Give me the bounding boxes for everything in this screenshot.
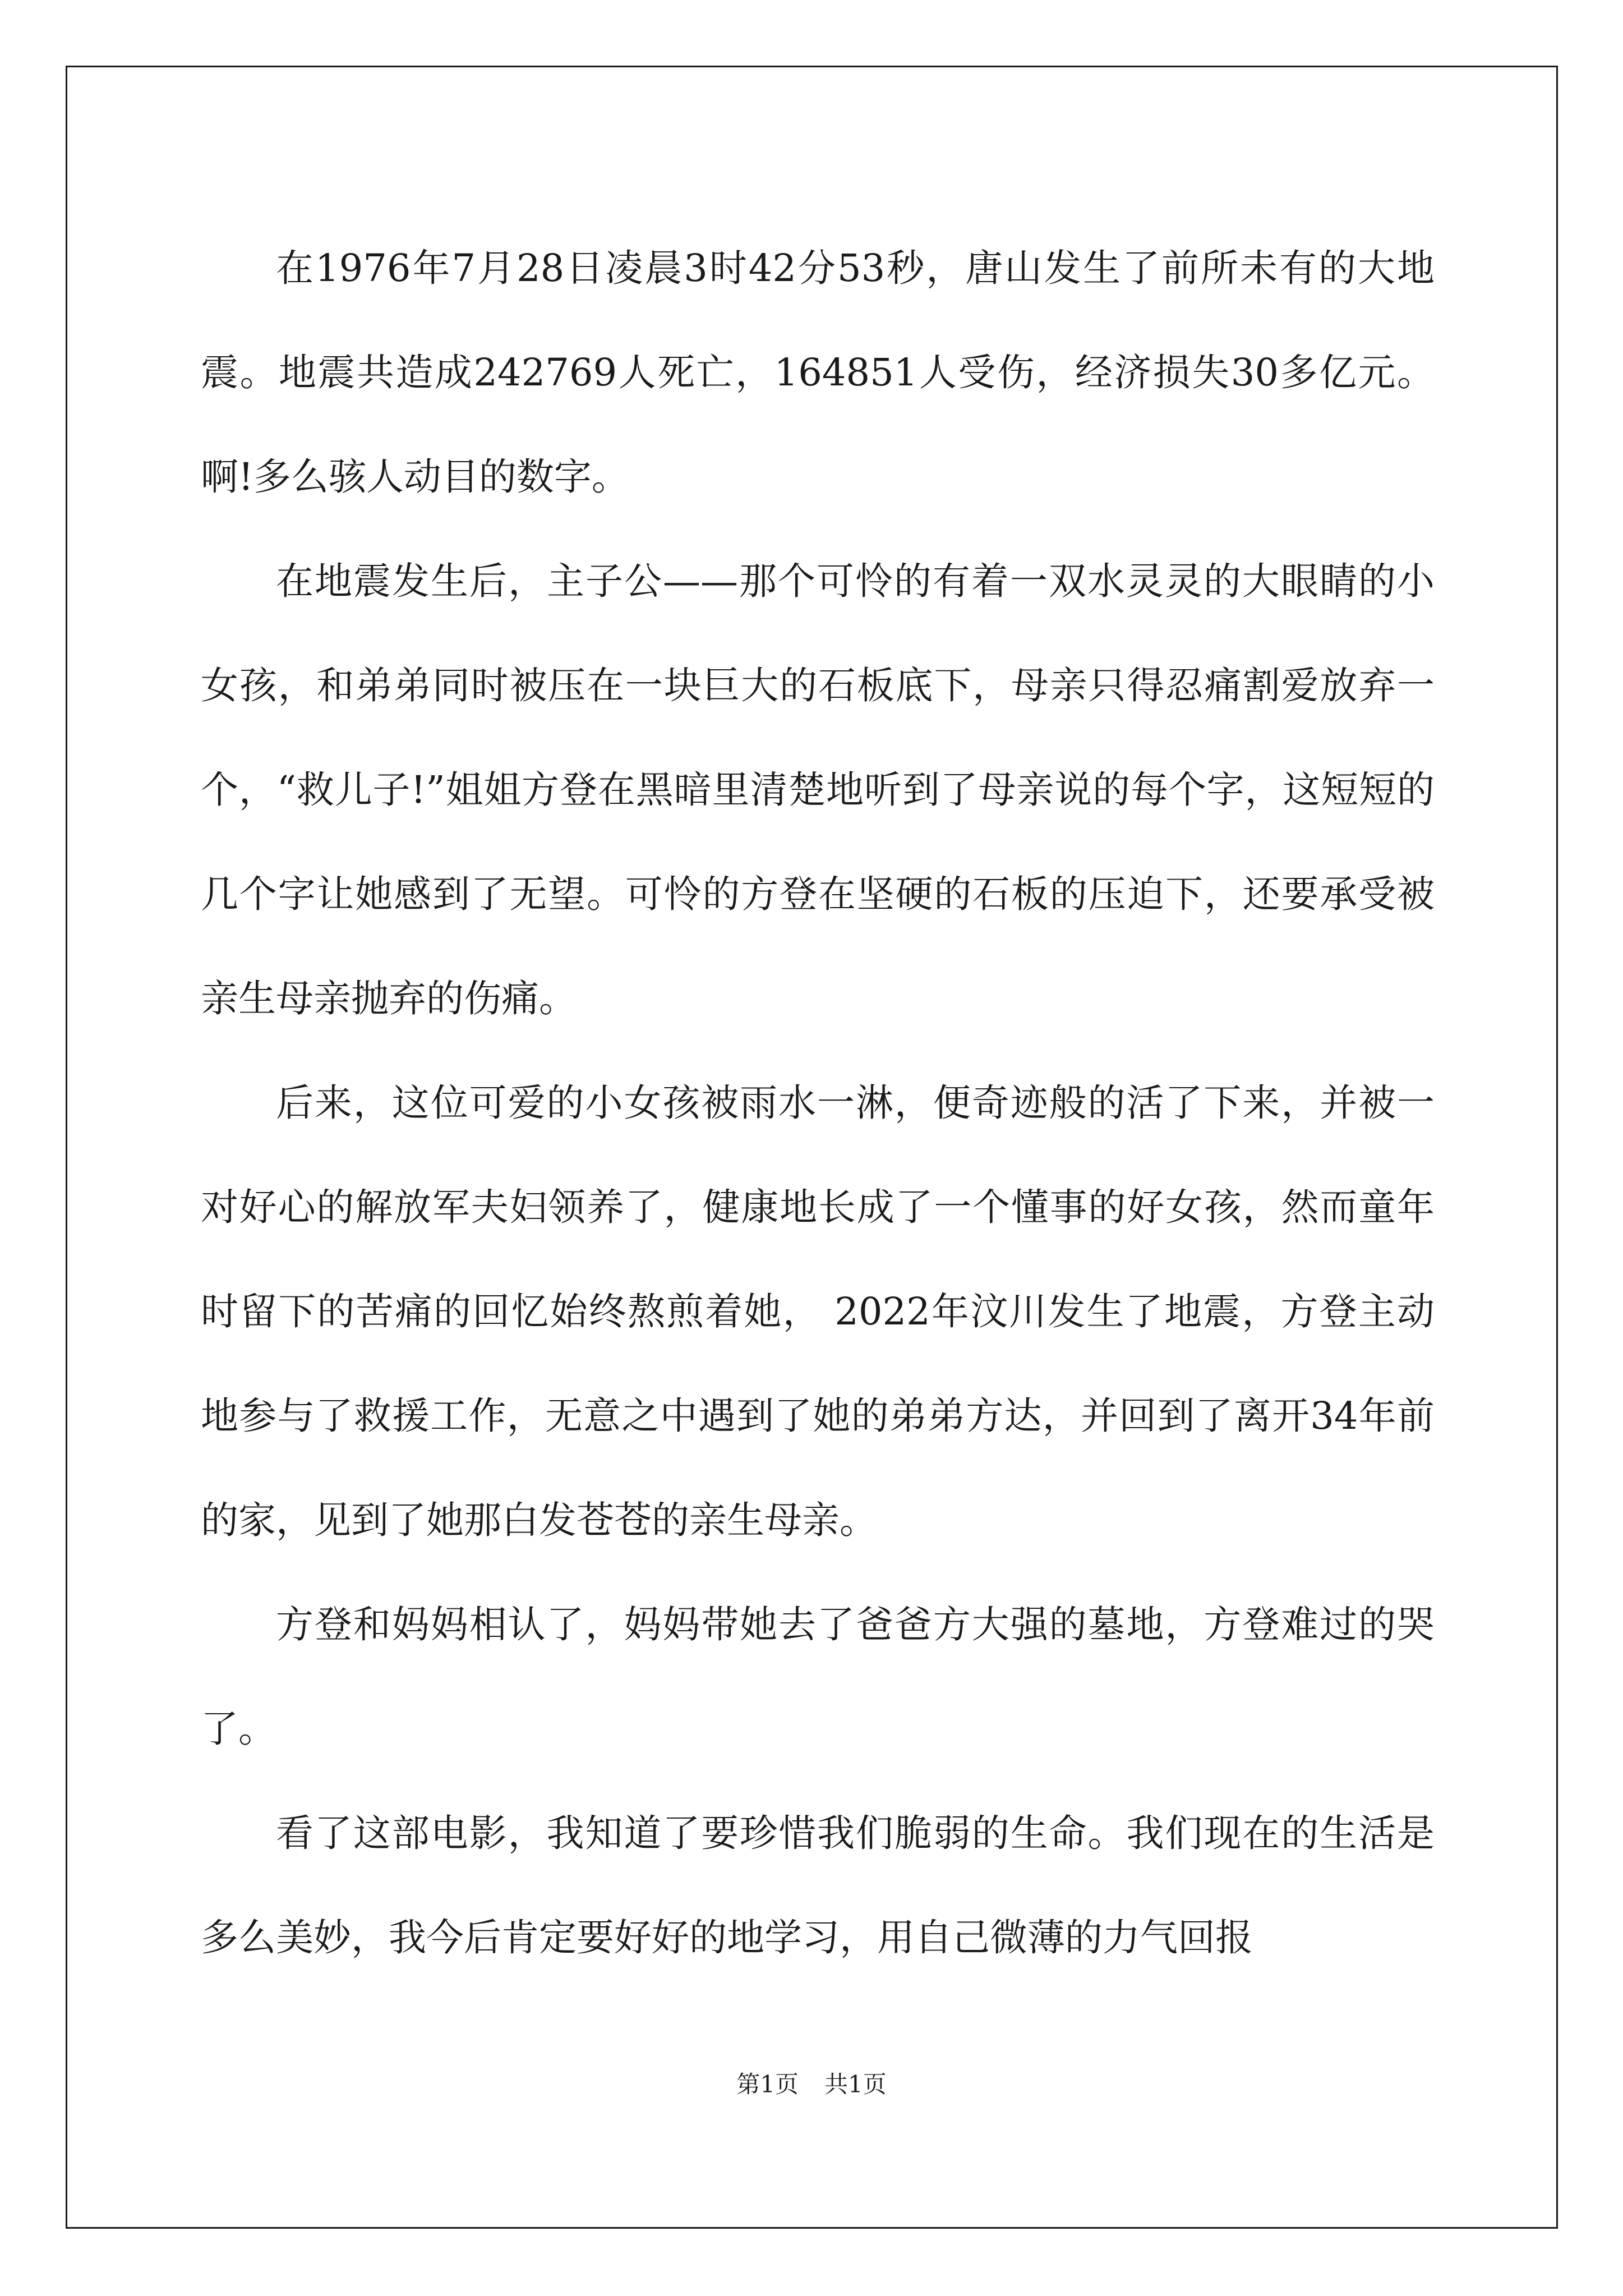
page-footer	[0, 2069, 1623, 2100]
paragraph: 方登和妈妈相认了，妈妈带她去了爸爸方大强的墓地，方登难过的哭了。	[201, 1603, 1435, 1751]
page-number: 第1页	[736, 2070, 799, 2098]
paragraph: 在1976年7月28日凌晨3时42分53秒，唐山发生了前所未有的大地震。地震共造成242769人死亡，164851人受伤，经济损失30多亿元。啊!多么骇人动目的数字。	[201, 246, 1435, 499]
paragraph: 看了这部电影，我知道了要珍惜我们脆弱的生命。我们现在的生活是多么美妙，我今后肯定要好好的地学习，用自己微薄的力气回报	[201, 1811, 1435, 1959]
paragraph: 在地震发生后，主子公——那个可怜的有着一双水灵灵的大眼睛的小女孩，和弟弟同时被压在一块巨大的石板底下，母亲只得忍痛割爱放弃一个，“救儿子!”姐姐方登在黑暗里清楚地听到了母亲说的每个字，这短短的几个字让她感到了无望。可怜的方登在坚硬的石板的压迫下，还要承受被亲生母亲抛弃的伤痛。	[201, 559, 1435, 1020]
paragraph: 后来，这位可爱的小女孩被雨水一淋，便奇迹般的活了下来，并被一对好心的解放军夫妇领养了，健康地长成了一个懂事的好女孩，然而童年时留下的苦痛的回忆始终熬煎着她， 2022年汶川发生了地震，方登主动地参与了救援工作，无意之中遇到了她的弟弟方达，并回到了离开34年前的家，见到了她那白发苍苍的亲生母亲。	[201, 1081, 1435, 1542]
document-body	[201, 216, 1435, 1990]
page-total: 共1页	[824, 2070, 887, 2098]
